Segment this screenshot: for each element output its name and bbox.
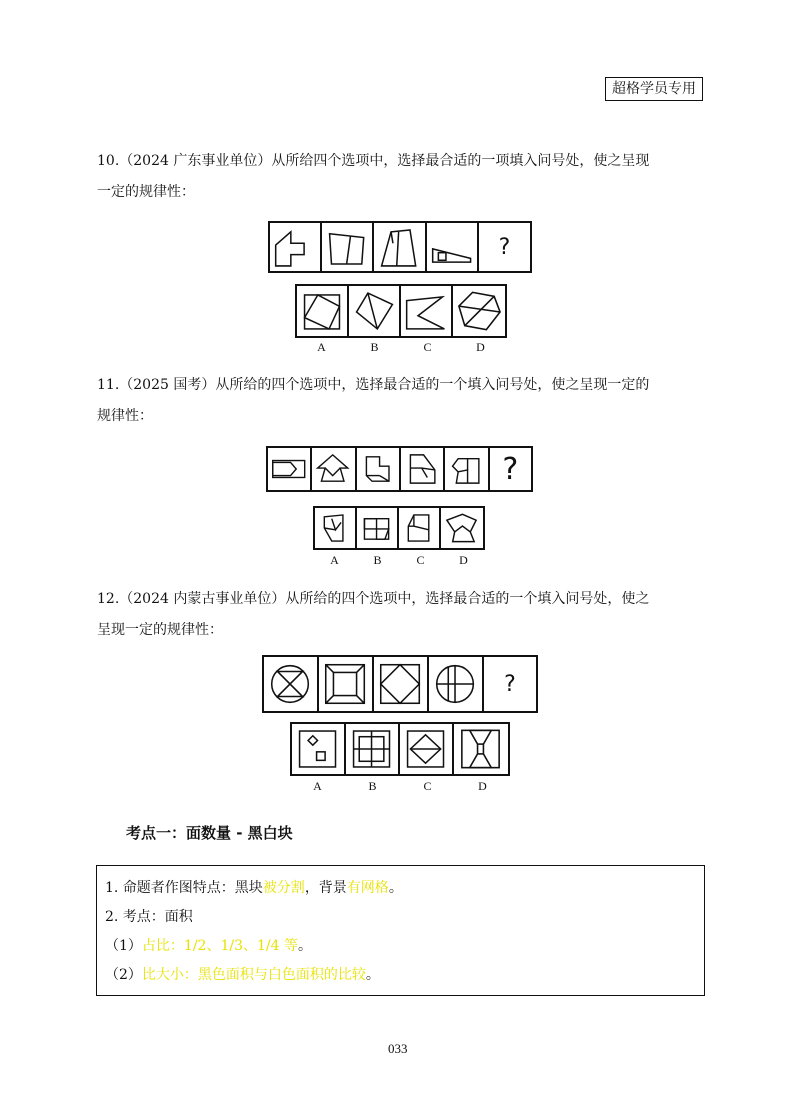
q11-option-c[interactable] (399, 508, 441, 548)
question-10-line2: 一定的规律性： (97, 184, 195, 200)
q11-question-mark: ? (502, 451, 519, 487)
q11-figure-1 (268, 448, 312, 490)
summary-line-1-highlight-1: 被分割 (262, 880, 305, 896)
q12-figure-3 (374, 657, 429, 711)
question-12-line2: 呈现一定的规律性： (97, 622, 223, 638)
summary-line-1-suffix: 。 (388, 880, 403, 896)
question-12-stem (262, 655, 538, 713)
q10-figure-4 (427, 223, 479, 271)
q11-option-b[interactable] (357, 508, 399, 548)
q10-label-b: B (370, 340, 379, 354)
question-12-text (97, 584, 717, 646)
summary-line-4-suffix: 。 (365, 967, 380, 983)
q12-option-c[interactable] (400, 724, 454, 774)
question-12-line1: 12.（2024 内蒙古事业单位）从所给的四个选项中，选择最合适的一个填入问号处，使之 (97, 591, 650, 607)
q12-figure-4 (429, 657, 484, 711)
q10-option-labels (295, 340, 507, 355)
q12-option-b[interactable] (346, 724, 400, 774)
q12-option-d[interactable] (454, 724, 508, 774)
summary-line-4-prefix: （2） (105, 967, 142, 983)
question-10-line1: 10.（2024 广东事业单位）从所给四个选项中，选择最合适的一项填入问号处，使之呈现 (97, 153, 650, 169)
question-11-line2: 规律性： (97, 408, 153, 424)
summary-line-1-prefix: 1. 命题者作图特点：黑块 (105, 880, 263, 896)
q12-figure-1 (264, 657, 319, 711)
q12-label-a: A (313, 779, 322, 793)
question-10-options (295, 284, 507, 338)
q11-figure-4 (401, 448, 445, 490)
q11-figure-2 (312, 448, 356, 490)
exclusive-badge: 超格学员专用 (605, 77, 703, 101)
q12-label-b: B (368, 779, 377, 793)
q12-option-labels (290, 779, 510, 794)
q11-label-b: B (373, 553, 382, 567)
q12-option-a[interactable] (292, 724, 346, 774)
q12-label-d: D (478, 779, 487, 793)
question-10-text (97, 146, 717, 208)
q10-option-a[interactable] (297, 286, 349, 336)
q12-label-c: C (423, 779, 432, 793)
summary-line-3-suffix: 。 (297, 938, 312, 954)
q11-option-a[interactable] (315, 508, 357, 548)
page-number: 033 (388, 1041, 408, 1056)
summary-line-1-highlight-2: 有网格 (346, 880, 389, 896)
q10-figure-1 (270, 223, 322, 271)
q12-figure-2 (319, 657, 374, 711)
q10-figure-2 (322, 223, 374, 271)
q12-question-mark: ? (504, 671, 516, 697)
q10-option-b[interactable] (349, 286, 401, 336)
summary-box (96, 865, 705, 996)
summary-line-4 (105, 961, 704, 990)
q11-option-labels (313, 553, 485, 568)
q10-option-c[interactable] (401, 286, 453, 336)
q11-label-d: D (459, 553, 468, 567)
summary-line-3 (105, 932, 704, 961)
question-11-line1: 11.（2025 国考）从所给的四个选项中，选择最合适的一个填入问号处，使之呈现一定的 (97, 377, 650, 393)
q10-label-a: A (317, 340, 326, 354)
question-11-stem (266, 446, 533, 492)
q10-option-d[interactable] (453, 286, 505, 336)
summary-line-2: 2. 考点：面积 (105, 909, 193, 925)
section-heading: 考点一：面数量 - 黑白块 (126, 824, 293, 842)
question-12-options (290, 722, 510, 776)
summary-line-4-highlight: 比大小：黑色面积与白色面积的比较 (141, 967, 366, 983)
q11-label-c: C (416, 553, 425, 567)
q10-label-d: D (476, 340, 485, 354)
summary-line-1-mid: ，背景 (304, 880, 347, 896)
q11-figure-3 (357, 448, 401, 490)
q10-question-mark: ? (498, 234, 511, 260)
question-11-options (313, 506, 485, 550)
question-11-text (97, 370, 717, 432)
summary-line-3-highlight: 占比：1/2、1/3、1/4 等 (141, 938, 298, 954)
summary-line-1 (105, 874, 704, 903)
summary-line-3-prefix: （1） (105, 938, 142, 954)
question-10-stem (268, 221, 532, 273)
q11-option-d[interactable] (441, 508, 483, 548)
q10-figure-3 (374, 223, 426, 271)
q11-label-a: A (330, 553, 339, 567)
q11-figure-5 (445, 448, 489, 490)
q10-label-c: C (423, 340, 432, 354)
